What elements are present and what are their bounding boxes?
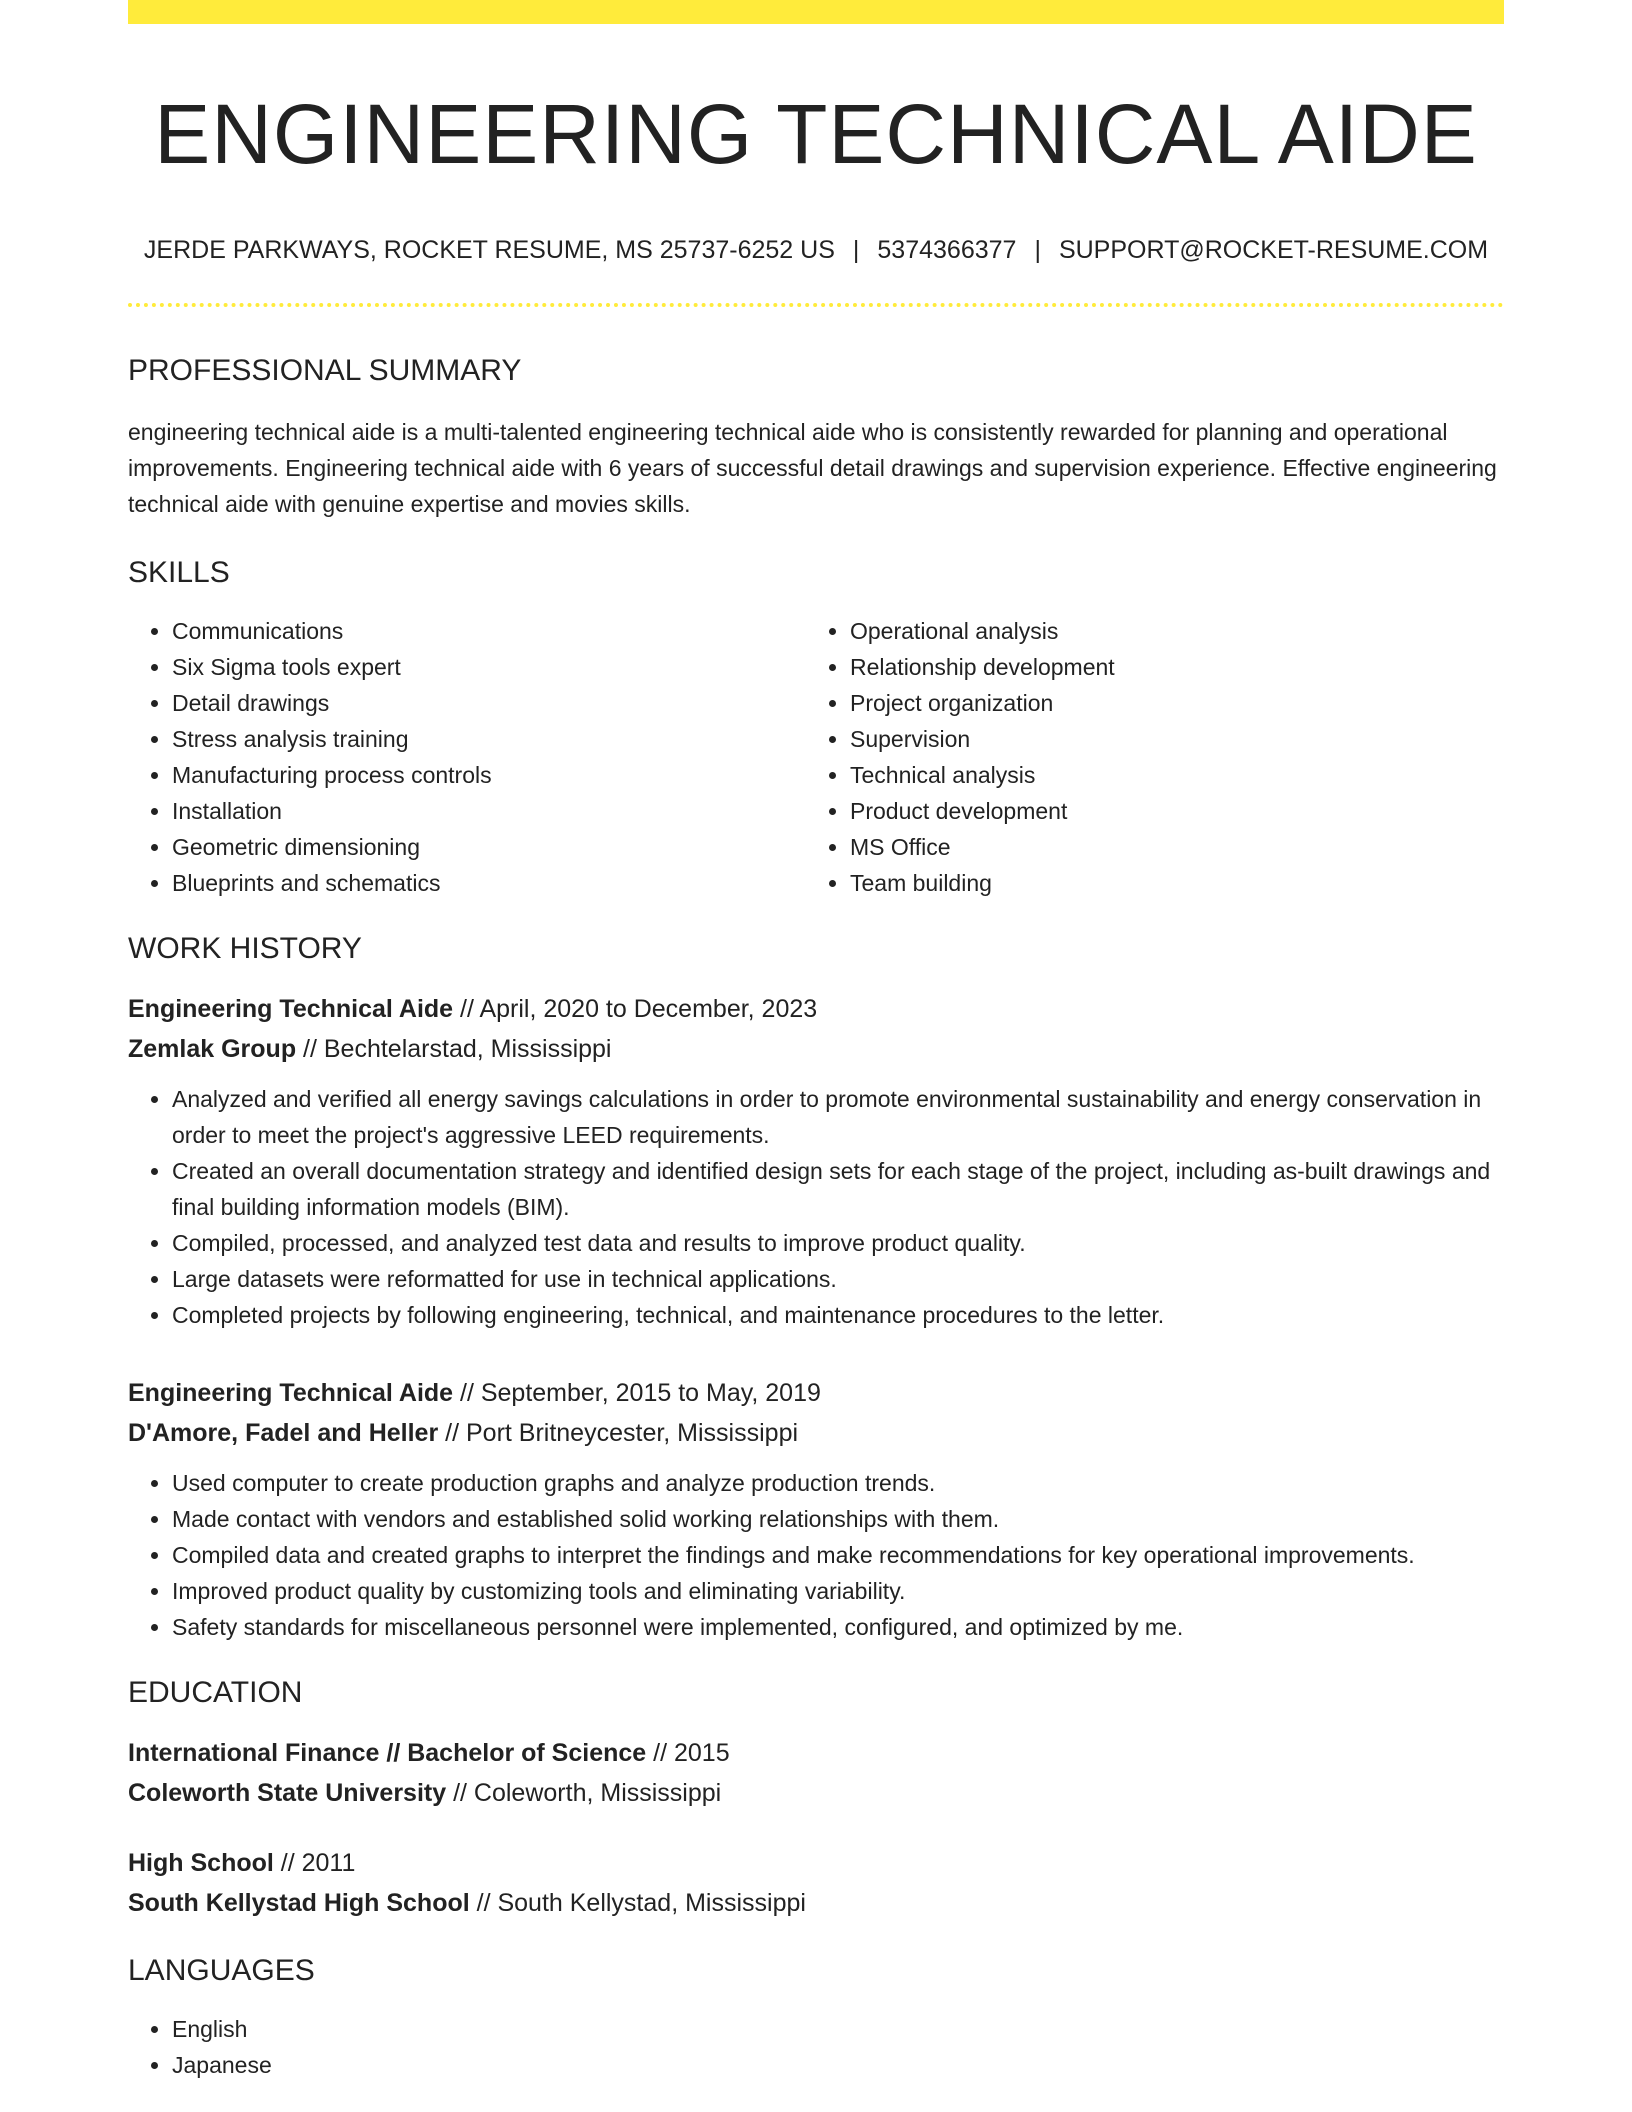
job-bullet: • Made contact with vendors and established solid working relationships with them. — [172, 1501, 1504, 1537]
skill-item: • Supervision — [850, 721, 1484, 757]
job-dates: // April, 2020 to December, 2023 — [453, 995, 818, 1023]
job-dates: // September, 2015 to May, 2019 — [453, 1379, 821, 1407]
job-bullets — [128, 1081, 1504, 1333]
skills-column-right — [806, 613, 1484, 901]
education-heading: EDUCATION — [128, 1676, 303, 1709]
job-bullet: • Created an overall documentation strategy and identified design sets for each stage of the project, including as-built drawings and final building information models (BIM). — [172, 1153, 1504, 1225]
degree: International Finance // Bachelor of Science — [128, 1739, 647, 1767]
job-bullet: • Compiled, processed, and analyzed test data and results to improve product quality. — [172, 1225, 1504, 1261]
resume-page — [128, 0, 1504, 2083]
summary-text: engineering technical aide is a multi-talented engineering technical aide who is consistently rewarded for planning and operational improvements. Engineering technical aide with 6 years of successful detail drawings and supervision experience. Effective engineering technical aide with genuine expertise and movies skills. — [128, 419, 1497, 517]
skill-item: • Detail drawings — [172, 685, 806, 721]
summary-heading: PROFESSIONAL SUMMARY — [128, 354, 522, 387]
skills-section — [128, 555, 1504, 901]
contact-separator: | — [852, 236, 860, 264]
degree-year: // 2011 — [273, 1849, 356, 1877]
job-company: Zemlak Group — [128, 1035, 297, 1063]
job-bullet: • Used computer to create production graphs and analyze production trends. — [172, 1465, 1504, 1501]
skill-item: • MS Office — [850, 829, 1484, 865]
skill-item: • Team building — [850, 865, 1484, 901]
job-company: D'Amore, Fadel and Heller — [128, 1419, 439, 1447]
contact-separator: | — [1034, 236, 1041, 264]
job-title-line — [128, 989, 1504, 1029]
job-location: // Port Britneycester, Mississippi — [438, 1419, 799, 1447]
skill-item: • Manufacturing process controls — [172, 757, 806, 793]
job-company-line — [128, 1413, 1504, 1453]
skill-item: • Technical analysis — [850, 757, 1484, 793]
contact-address: JERDE PARKWAYS, ROCKET RESUME, MS 25737-6252 US — [143, 236, 835, 264]
job-bullet: • Large datasets were reformatted for use in technical applications. — [172, 1261, 1504, 1297]
job-bullet: • Safety standards for miscellaneous personnel were implemented, configured, and optimized by me. — [172, 1609, 1504, 1645]
summary-section — [128, 353, 1504, 522]
job-title: Engineering Technical Aide — [128, 995, 454, 1023]
skill-item: • Six Sigma tools expert — [172, 649, 806, 685]
work-history-section — [128, 931, 1504, 1645]
job-title-line — [128, 1373, 1504, 1413]
top-accent-bar — [128, 0, 1504, 24]
degree: High School — [128, 1849, 274, 1877]
language-item: • Japanese — [172, 2047, 1504, 2083]
job-company-line — [128, 1029, 1504, 1069]
skills-column-left — [128, 613, 806, 901]
education-entry — [128, 1733, 1504, 1813]
job-bullets — [128, 1465, 1504, 1645]
job-entry — [128, 1373, 1504, 1645]
languages-section — [128, 1953, 1504, 2083]
header-divider — [128, 303, 1504, 307]
degree-line — [128, 1843, 1504, 1883]
job-entry — [128, 989, 1504, 1333]
language-item: • English — [172, 2011, 1504, 2047]
skill-item: • Relationship development — [850, 649, 1484, 685]
contact-phone: 5374366377 — [877, 236, 1017, 264]
job-bullet: • Improved product quality by customizing tools and eliminating variability. — [172, 1573, 1504, 1609]
skills-grid — [128, 613, 1504, 901]
school-line — [128, 1773, 1504, 1813]
work-history-heading: WORK HISTORY — [128, 932, 362, 965]
school-location: // Coleworth, Mississippi — [446, 1779, 722, 1807]
job-bullet: • Analyzed and verified all energy savings calculations in order to promote environmental sustainability and energy conservation in order to meet the project's aggressive LEED requirements. — [172, 1081, 1504, 1153]
degree-year: // 2015 — [646, 1739, 730, 1767]
education-entry — [128, 1843, 1504, 1923]
languages-heading: LANGUAGES — [128, 1954, 315, 1987]
education-section — [128, 1675, 1504, 1923]
school-location: // South Kellystad, Mississippi — [469, 1889, 806, 1917]
skill-item: • Stress analysis training — [172, 721, 806, 757]
degree-line — [128, 1733, 1504, 1773]
job-bullet: • Compiled data and created graphs to interpret the findings and make recommendations for key operational improvements. — [172, 1537, 1504, 1573]
skill-item: • Communications — [172, 613, 806, 649]
skill-item: • Installation — [172, 793, 806, 829]
skill-item: • Geometric dimensioning — [172, 829, 806, 865]
skill-item: • Product development — [850, 793, 1484, 829]
resume-title: ENGINEERING TECHNICAL AIDE — [154, 87, 1478, 181]
languages-list — [128, 2011, 1504, 2083]
school-line — [128, 1883, 1504, 1923]
skills-heading: SKILLS — [128, 556, 230, 589]
skill-item: • Operational analysis — [850, 613, 1484, 649]
school: South Kellystad High School — [128, 1889, 470, 1917]
contact-line — [128, 234, 1504, 266]
contact-email: SUPPORT@ROCKET-RESUME.COM — [1058, 236, 1489, 264]
job-bullet: • Completed projects by following engineering, technical, and maintenance procedures to the letter. — [172, 1297, 1504, 1333]
school: Coleworth State University — [128, 1779, 447, 1807]
job-title: Engineering Technical Aide — [128, 1379, 454, 1407]
job-location: // Bechtelarstad, Mississippi — [296, 1035, 612, 1063]
skill-item: • Project organization — [850, 685, 1484, 721]
skill-item: • Blueprints and schematics — [172, 865, 806, 901]
